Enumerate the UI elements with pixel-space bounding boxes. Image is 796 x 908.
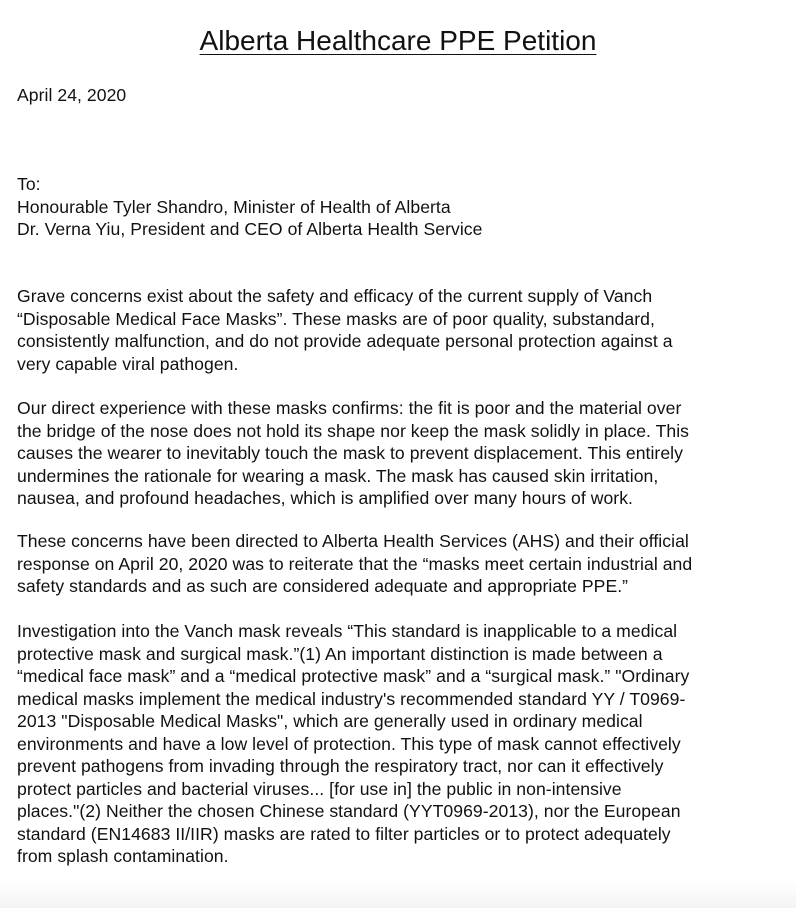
paragraph-line: These concerns have been directed to Alberta Health Services (AHS) and their official bbox=[17, 531, 689, 551]
paragraph-line: very capable viral pathogen. bbox=[17, 353, 239, 374]
paragraph-line: protective mask and surgical mask.”(1) An important distinction is made between a bbox=[17, 643, 663, 664]
paragraph-line: environments and have a low level of protection. This type of mask cannot effectively bbox=[17, 733, 681, 754]
paragraph-line: from splash contamination. bbox=[17, 846, 229, 866]
recipient-line: Dr. Verna Yiu, President and CEO of Alberta Health Service bbox=[17, 219, 483, 239]
paragraph-line: 2013 "Disposable Medical Masks", which are generally used in ordinary medical bbox=[17, 711, 643, 731]
paragraph-line: places."(2) Neither the chosen Chinese standard (YYT0969-2013), nor the European bbox=[17, 801, 681, 821]
paragraph-line: Investigation into the Vanch mask reveals “This standard is inapplicable to a medical bbox=[17, 621, 678, 641]
paragraph-4 bbox=[17, 620, 689, 868]
paragraph-line: standard (EN14683 II/IIR) masks are rated to filter particles or to protect adequately bbox=[17, 823, 671, 844]
paragraph-line: “Disposable Medical Face Masks”. These masks are of poor quality, substandard, bbox=[17, 308, 655, 329]
paragraph-line: the bridge of the nose does not hold its shape nor keep the mask solidly in place. This bbox=[17, 420, 690, 441]
document-title: Alberta Healthcare PPE Petition bbox=[199, 25, 597, 56]
paragraph-line: response on April 20, 2020 was to reiterate that the “masks meet certain industrial and bbox=[17, 553, 693, 574]
paragraph-line: Grave concerns exist about the safety and efficacy of the current supply of Vanch bbox=[17, 286, 653, 306]
paragraph-line: “medical face mask” and a “medical protective mask” and a “surgical mask.” "Ordinary bbox=[17, 666, 690, 686]
paragraph-line: consistently malfunction, and do not provide adequate personal protection against a bbox=[17, 331, 673, 351]
paragraph-line: medical masks implement the medical industry's recommended standard YY / T0969- bbox=[17, 688, 686, 709]
paragraph-line: prevent pathogens from invading through the respiratory tract, nor can it effectively bbox=[17, 756, 664, 776]
paragraph-line: protect particles and bacterial viruses... [for use in] the public in non-intensive bbox=[17, 778, 622, 799]
recipient-line: Honourable Tyler Shandro, Minister of Health of Alberta bbox=[17, 196, 451, 217]
paragraph-line: safety standards and as such are considered adequate and appropriate PPE.” bbox=[17, 576, 629, 596]
paragraph-line: nausea, and profound headaches, which is amplified over many hours of work. bbox=[17, 488, 633, 508]
recipients-block bbox=[17, 173, 482, 241]
paragraph-3 bbox=[17, 530, 692, 598]
paragraph-2 bbox=[17, 397, 689, 510]
paragraph-line: undermines the rationale for wearing a mask. The mask has caused skin irritation, bbox=[17, 465, 659, 486]
paragraph-line: causes the wearer to inevitably touch the mask to prevent displacement. This entirely bbox=[17, 443, 683, 463]
paragraph-line: Our direct experience with these masks confirms: the fit is poor and the material over bbox=[17, 398, 682, 418]
paragraph-1 bbox=[17, 285, 673, 375]
recipients-to-label: To: bbox=[17, 174, 41, 194]
document-date: April 24, 2020 bbox=[17, 85, 127, 105]
